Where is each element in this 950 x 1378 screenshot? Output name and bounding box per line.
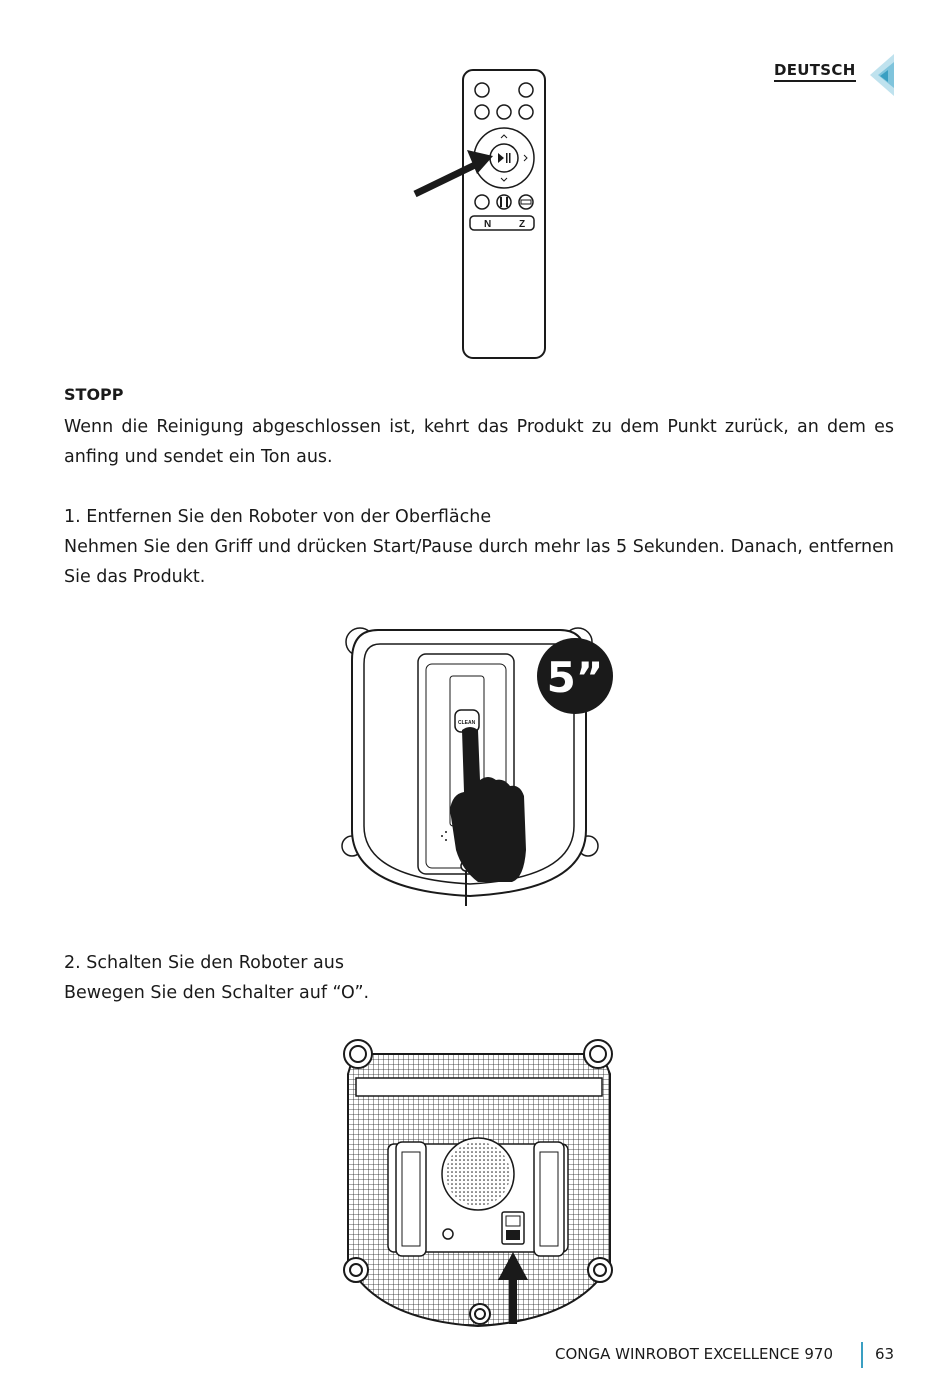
intro-paragraph: Wenn die Reinigung abgeschlossen ist, kehrt das Produkt zu dem Punkt zurück, an dem es anfing und sendet ein Ton aus. <box>64 417 894 467</box>
step2-text: Bewegen Sie den Schalter auf “O”. <box>64 983 370 1003</box>
footer-separator <box>861 1342 863 1368</box>
robot-clean-press-illustration <box>338 620 618 915</box>
step1-title: 1. Entfernen Sie den Roboter von der Oberfläche <box>64 507 492 527</box>
robot-switch-illustration <box>338 1034 618 1334</box>
clean-button-label: CLEAN <box>458 720 476 726</box>
section-title: STOPP <box>64 385 124 404</box>
timer-badge-label: 5” <box>546 653 604 702</box>
step1-text: Nehmen Sie den Griff und drücken Start/Pause durch mehr las 5 Sekunden. Danach, entfernen Sie das Produkt. <box>64 537 894 587</box>
step2-title: 2. Schalten Sie den Roboter aus <box>64 953 344 973</box>
page-number: 63 <box>875 1345 895 1363</box>
language-label: DEUTSCH <box>774 60 856 82</box>
remote-control-illustration <box>405 66 555 362</box>
footer-product-name: CONGA WINROBOT EXCELLENCE 970 <box>555 1345 833 1363</box>
remote-button-n: N <box>484 219 492 230</box>
language-triangle-icon <box>866 52 896 98</box>
remote-button-z: Z <box>519 219 526 230</box>
